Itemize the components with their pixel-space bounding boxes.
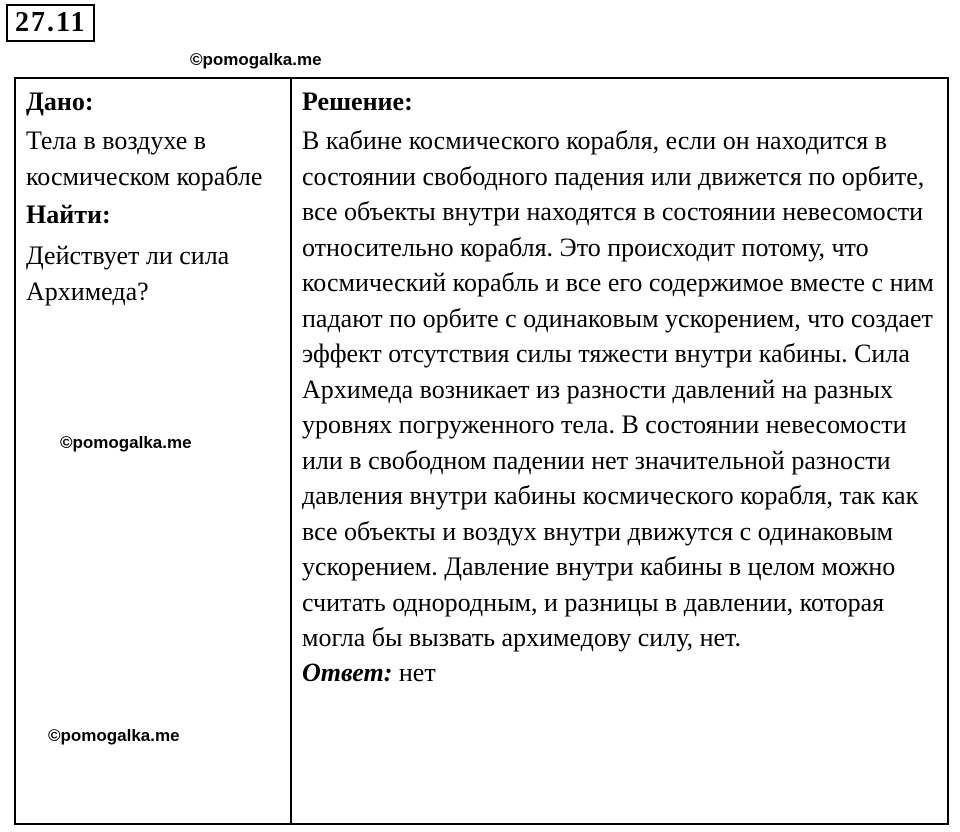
- answer-value: нет: [398, 657, 436, 687]
- watermark-bottom: ©pomogalka.me: [48, 726, 180, 745]
- given-heading: Дано:: [26, 87, 94, 116]
- solution-text: В кабине космического корабля, если он находится в состоянии свободного падения или движется по орбите, все объекты внутри находятся в состоянии невесомости относительно корабля. Это происходит потому, что космический корабль и все его содержимое вместе с ним падают по орбите с одинаковым ускорением, что создает эффект отсутствия силы тяжести внутри кабины. Сила Архимеда возникает из разности давлений на разных уровнях погруженного тела. В состоянии невесомости или в свободном падении нет значительной разности давления внутри кабины космического корабля, так как все объекты и воздух внутри движутся с одинаковым ускорением. Давление внутри кабины в целом можно считать однородным, и разницы в давлении, которая могла бы вызвать архимедову силу, нет.: [302, 126, 934, 652]
- solution-column: [292, 79, 947, 823]
- given-text: Тела в воздухе в космическом корабле: [26, 126, 263, 191]
- answer-label: Ответ:: [302, 657, 393, 687]
- find-heading: Найти:: [26, 200, 111, 229]
- problem-number: 27.11: [6, 4, 95, 42]
- solution-heading: Решение:: [302, 87, 413, 116]
- watermark-top: ©pomogalka.me: [190, 50, 322, 69]
- find-text: Действует ли сила Архимеда?: [26, 241, 230, 306]
- watermark-middle: ©pomogalka.me: [60, 433, 192, 452]
- answer-line: [302, 656, 941, 690]
